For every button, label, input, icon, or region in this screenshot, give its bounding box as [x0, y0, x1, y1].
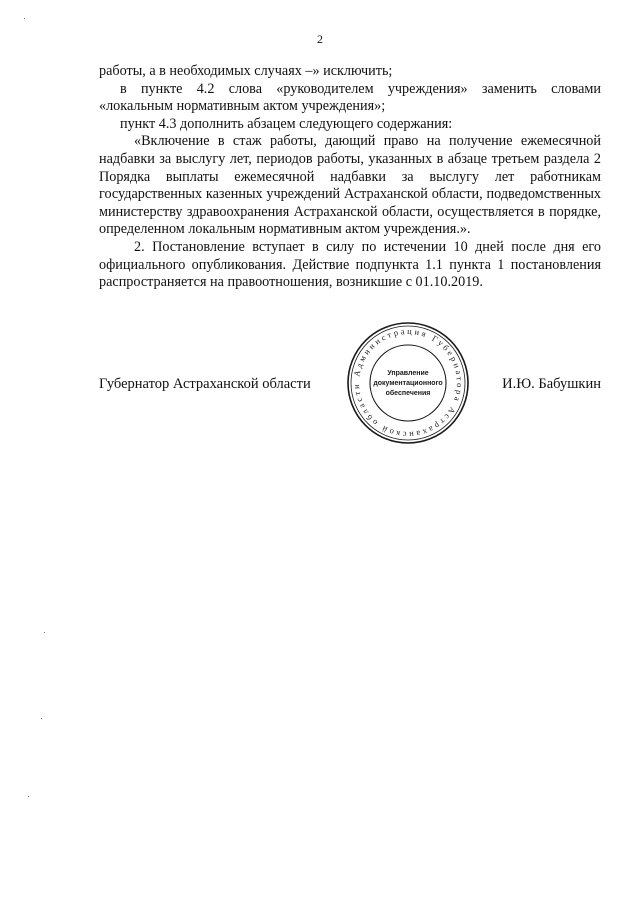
scan-speck	[24, 18, 25, 19]
seal-graphic	[344, 319, 472, 447]
seal-center-line-2: документационного	[373, 380, 443, 387]
document-body	[99, 63, 601, 292]
page-number: 2	[317, 32, 323, 46]
paragraph-effective-date: 2. Постановление вступает в силу по истечении 10 дней после дня его официального опубликования. Действие подпункта 1.1 пункта 1 постановления распространяется на правоотношения, возникшие с 01.10.2019.	[99, 238, 601, 291]
signatory-name: И.Ю. Бабушкин	[502, 376, 601, 392]
paragraph-amendment-4-3: пункт 4.3 дополнить абзацем следующего содержания:	[120, 115, 453, 132]
signatory-position: Губернатор Астраханской области	[99, 376, 311, 392]
scan-speck	[28, 796, 29, 797]
seal-center-line-1: Управление	[387, 370, 429, 377]
seal-center-line-3: обеспечения	[385, 390, 431, 397]
scan-speck	[41, 718, 42, 719]
official-seal	[344, 319, 472, 447]
paragraph-quoted-insert: «Включение в стаж работы, дающий право на получение ежемесячной надбавки за выслугу лет, периодов работы, указанных в абзаце третьем раздела 2 Порядка выплаты ежемесячной надбавки за выслугу лет работникам государственных казенных учреждений Астраханской области, подведомственных министерству здравоохранения Астраханской области, осуществляется в порядке, определенном локальным нормативным актом учреждения.».	[99, 133, 601, 238]
scan-speck	[44, 632, 45, 633]
seal-ring-text: Администрация Губернатора Астраханской области	[351, 326, 465, 440]
paragraph-continuation: работы, а в необходимых случаях –» исключить;	[99, 63, 393, 79]
paragraph-amendment-4-2: в пункте 4.2 слова «руководителем учреждения» заменить словами «локальным нормативным актом учреждения»;	[99, 80, 601, 115]
